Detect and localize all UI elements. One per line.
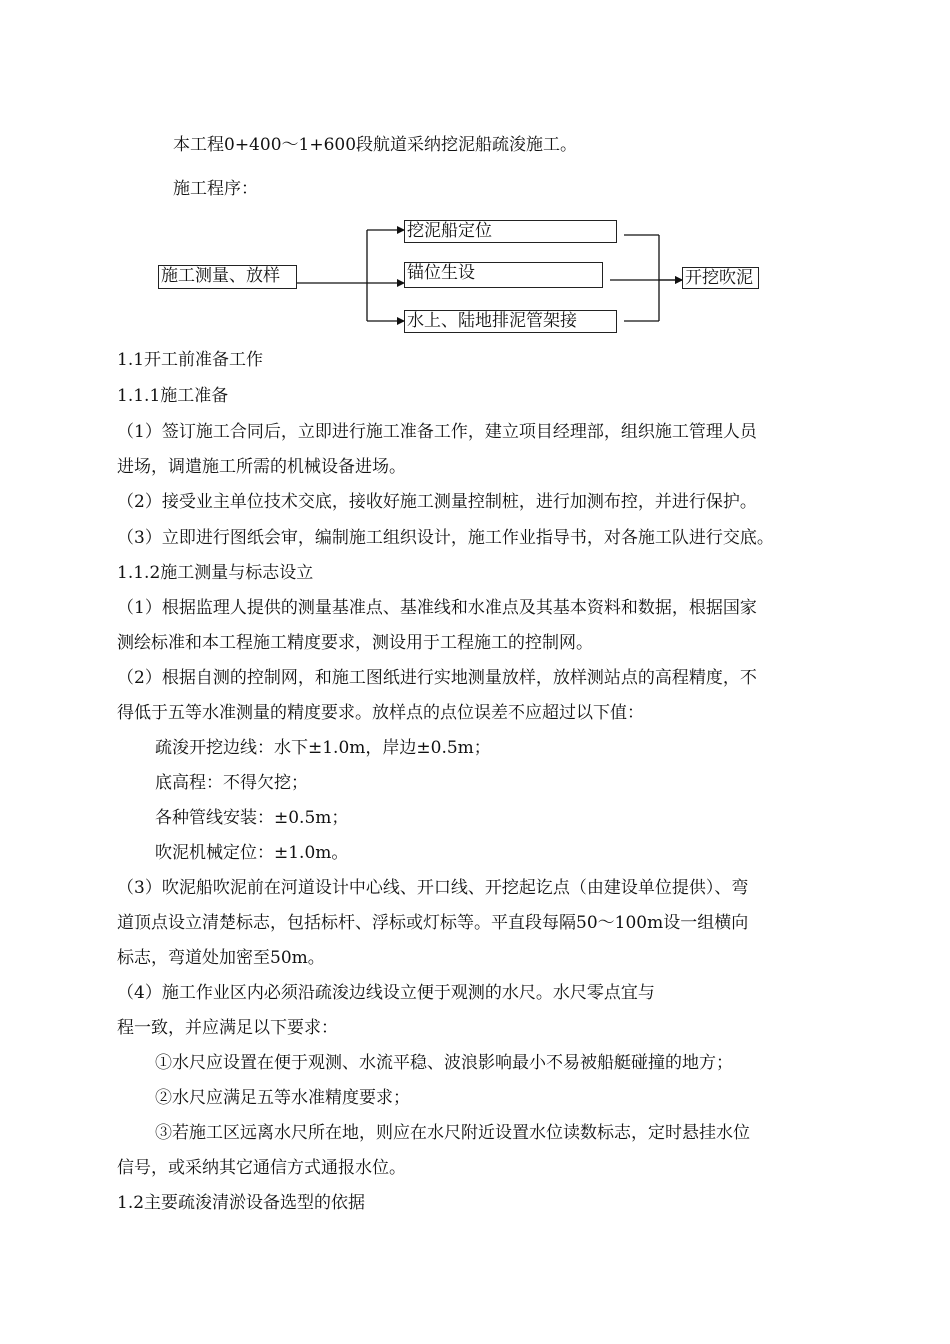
paragraph-2: （2）接受业主单位技术交底，接收好施工测量控制桩，进行加测布控，并进行保护。: [117, 492, 757, 512]
tolerance-4: 吹泥机械定位：±1.0m。: [155, 843, 349, 863]
flow-box-positioning: 挖泥船定位: [404, 220, 617, 243]
paragraph-1-line-1: （1）签订施工合同后，立即进行施工准备工作，建立项目经理部，组织施工管理人员: [117, 422, 757, 442]
paragraph-6-line-2: 道顶点设立清楚标志，包括标杆、浮标或灯标等。平直段每隔50～100m设一组横向: [117, 913, 749, 933]
paragraph-1-line-2: 进场，调遣施工所需的机械设备进场。: [117, 457, 406, 477]
flow-box-pipe: 水上、陆地排泥管架接: [404, 310, 617, 333]
paragraph-4-line-2: 测绘标准和本工程施工精度要求，测设用于工程施工的控制网。: [117, 633, 593, 653]
paragraph-6-line-3: 标志，弯道处加密至50m。: [117, 948, 325, 968]
flow-box-end: 开挖吹泥: [682, 267, 759, 289]
heading-1-1-1: 1.1.1施工准备: [117, 386, 229, 406]
scope-text: 本工程0+400～1+600段航道采纳挖泥船疏浚施工。: [173, 135, 578, 155]
procedure-label: 施工程序：: [173, 179, 258, 199]
heading-1-1: 1.1开工前准备工作: [117, 350, 264, 370]
flow-box-start: 施工测量、放样: [158, 265, 297, 289]
paragraph-7-line-2: 程一致，并应满足以下要求：: [117, 1018, 338, 1038]
flowchart-connectors: [0, 0, 950, 340]
heading-1-2: 1.2主要疏浚清淤设备选型的依据: [117, 1193, 366, 1213]
paragraph-5-line-1: （2）根据自测的控制网，和施工图纸进行实地测量放样，放样测站点的高程精度，不: [117, 668, 757, 688]
tolerance-2: 底高程：不得欠挖；: [155, 773, 308, 793]
tolerance-1: 疏浚开挖边线：水下±1.0m，岸边±0.5m；: [155, 738, 491, 758]
requirement-2: ②水尺应满足五等水准精度要求；: [155, 1088, 410, 1108]
paragraph-7-line-1: （4）施工作业区内必须沿疏浚边线设立便于观测的水尺。水尺零点宜与: [117, 983, 655, 1003]
requirement-1: ①水尺应设置在便于观测、水流平稳、波浪影响最小不易被船艇碰撞的地方；: [155, 1053, 733, 1073]
heading-1-1-2: 1.1.2施工测量与标志设立: [117, 563, 314, 583]
flow-box-anchor: 锚位生设: [404, 262, 603, 288]
paragraph-4-line-1: （1）根据监理人提供的测量基准点、基准线和水准点及其基本资料和数据，根据国家: [117, 598, 757, 618]
requirement-3-line-1: ③若施工区远离水尺所在地，则应在水尺附近设置水位读数标志，定时悬挂水位: [155, 1123, 750, 1143]
paragraph-5-line-2: 得低于五等水准测量的精度要求。放样点的点位误差不应超过以下值：: [117, 703, 644, 723]
paragraph-6-line-1: （3）吹泥船吹泥前在河道设计中心线、开口线、开挖起讫点（由建设单位提供）、弯: [117, 878, 749, 898]
tolerance-3: 各种管线安装：±0.5m；: [155, 808, 349, 828]
requirement-3-line-2: 信号，或采纳其它通信方式通报水位。: [117, 1158, 406, 1178]
paragraph-3: （3）立即进行图纸会审，编制施工组织设计，施工作业指导书，对各施工队进行交底。: [117, 528, 774, 548]
